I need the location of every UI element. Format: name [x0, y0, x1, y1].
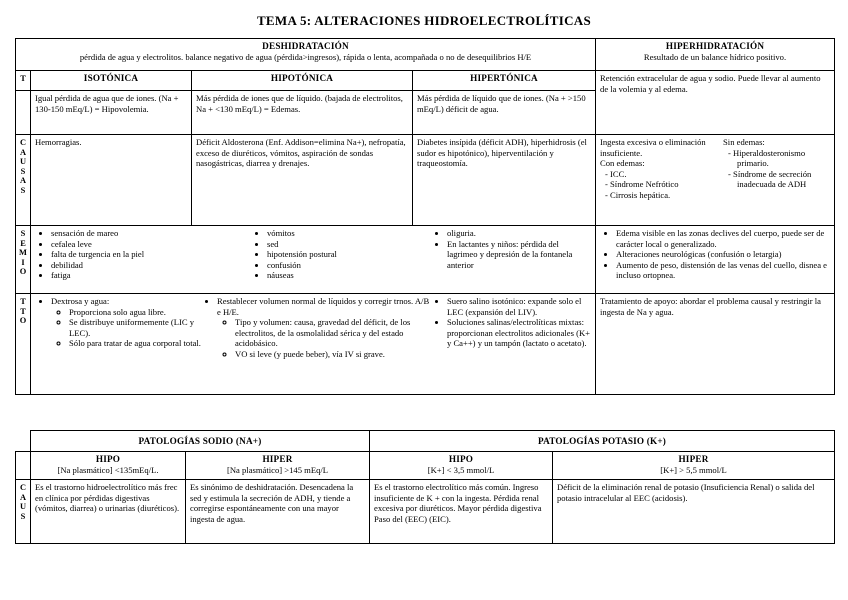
causas-hiper: Ingesta excesiva o eliminación insuficiente. Con edemas: - ICC. - Síndrome Nefrótico - Cirrosis hepática. Sin edemas: - Hiperaldosteronismo primario. - Síndrome de secreción inadecuada de ADH [596, 135, 835, 226]
potasio-hiper-header: HIPER [K+] > 5,5 mmol/L [553, 452, 835, 480]
sodio-header: PATOLOGÍAS SODIO (NA+) [31, 431, 370, 452]
list-item: - Síndrome Nefrótico [614, 179, 723, 190]
causas-sodio-hiper: Es sinónimo de deshidratación. Desencadena la sed y estimula la secreción de ADH, y tiende a corregirse espontáneamente con una mayor ingesta de agua. [186, 480, 370, 544]
list-item: • oliguria. [447, 228, 591, 239]
def-hipertonica: Más pérdida de líquido que de iones. (Na + >150 mEq/L) déficit de agua. [413, 91, 596, 135]
causas-hipotonica: Déficit Aldosterona (Enf. Addison=elimina Na+), nefropatía, exceso de diuréticos, vómitos, aspiración de sondas nasogástricas, diarrea y drenajes. [192, 135, 413, 226]
patologias-table [15, 430, 835, 544]
list-item: - Cirrosis hepática. [614, 190, 723, 201]
list-item: • fatiga [51, 270, 251, 281]
list-item: - Síndrome de secreción inadecuada de ADH [737, 169, 830, 190]
list-item: - Hiperaldosteronismo primario. [737, 148, 830, 169]
list-item: • Restablecer volumen normal de líquidos y corregir trnos. A/B e H/E. ◦ Tipo y volumen: causa, gravedad del déficit, de los electrolitos, de la osmolalidad sérica y del estado acidobásico. ◦ VO si leve (y puede beber), vía IV si grave. [217, 296, 431, 360]
causas-hipertonica: Diabetes insípida (déficit ADH), hiperhidrosis (el sudor es hipotónico), hiperventilación y traqueostomía. [413, 135, 596, 226]
type-hipertonica: HIPERTÓNICA [413, 71, 596, 91]
row-label-t: T [16, 71, 31, 91]
list-item: • Aumento de peso, distensión de las venas del cuello, disnea e incluso ortopnea. [616, 260, 830, 281]
hidroelectrolitic-table [15, 38, 835, 395]
list-item: • falta de turgencia en la piel [51, 249, 251, 260]
list-item: • confusión [267, 260, 431, 271]
deshidratacion-subtitle: pérdida de agua y electrolitos. balance negativo de agua (pérdida>ingresos), rápida o lenta, acompañada o no de desequilibrios H/E [79, 51, 532, 62]
list-item: • cefalea leve [51, 239, 251, 250]
list-item: ◦ VO si leve (y puede beber), vía IV si grave. [235, 349, 431, 360]
list-item: • Soluciones salinas/electrolíticas mixtas: proporcionan electrolitos adicionales (K+ y Ca++) y un tampón (lactato o acetato). [447, 317, 591, 349]
list-item: • debilidad [51, 260, 251, 271]
type-isotonica: ISOTÓNICA [31, 71, 192, 91]
list-item: • vómitos [267, 228, 431, 239]
tto-hiper: Tratamiento de apoyo: abordar el problema causal y restringir la ingesta de Na y agua. [596, 294, 835, 395]
tto-deshidratacion [31, 294, 596, 395]
hiper-type-desc: Retención extracelular de agua y sodio. Puede llevar al aumento de la volemia y al edema. [596, 71, 835, 135]
list-item: • náuseas [267, 270, 431, 281]
row-label-semio: S E M I O [16, 226, 31, 294]
hiperhidratacion-header [596, 39, 835, 71]
list-item: - ICC. [614, 169, 723, 180]
list-item: • Alteraciones neurológicas (confusión o letargia) [616, 249, 830, 260]
deshidratacion-heading: DESHIDRATACIÓN [262, 41, 349, 51]
def-hipotonica: Más pérdida de iones que de líquido. (bajada de electrolitos, Na + <130 mEq/L) = Edemas. [192, 91, 413, 135]
causas-potasio-hipo: Es el trastorno electrolítico más común. Ingreso insuficiente de K + con la ingesta. Pérdida renal excesiva por diuréticos. Mayor pérdida digestiva Paso del (EEC) (EIC). [370, 480, 553, 544]
sodio-hiper-header: HIPER [Na plasmático] >145 mEq/L [186, 452, 370, 480]
page-title: TEMA 5: ALTERACIONES HIDROELECTROLÍTICAS [256, 13, 592, 28]
list-item: ◦ Proporciona solo agua libre. [69, 307, 201, 318]
list-item: • Dextrosa y agua: ◦ Proporciona solo agua libre. ◦ Se distribuye uniformemente (LIC y LEC). ◦ Sólo para tratar de agua corporal total. [51, 296, 201, 349]
causas-potasio-hiper: Déficit de la eliminación renal de potasio (Insuficiencia Renal) o salida del potasio intracelular al EEC (acidosis). [553, 480, 835, 544]
hiperhidratacion-subtitle: Resultado de un balance hídrico positivo. [643, 51, 787, 62]
semio-deshidratacion [31, 226, 596, 294]
hiperhidratacion-heading: HIPERHIDRATACIÓN [665, 41, 765, 51]
semio-hiper [596, 226, 835, 294]
list-item: ◦ Se distribuye uniformemente (LIC y LEC). [69, 317, 201, 338]
list-item: • hipotensión postural [267, 249, 431, 260]
deshidratacion-header [16, 39, 596, 71]
list-item: • sed [267, 239, 431, 250]
list-item: • Suero salino isotónico: expande solo el LEC (expansión del LIV). [447, 296, 591, 317]
list-item: • Edema visible en las zonas declives del cuerpo, puede ser de carácter local o generalizado. [616, 228, 830, 249]
sodio-hipo-header: HIPO [Na plasmático] <135mEq/L. [31, 452, 186, 480]
causas-isotonica: Hemorragias. [31, 135, 192, 226]
row-label-tto: T T O [16, 294, 31, 395]
potasio-header: PATOLOGÍAS POTASIO (K+) [370, 431, 835, 452]
row-label-causas: C A U S A S [16, 135, 31, 226]
list-item: • En lactantes y niños: pérdida del lagrimeo y depresión de la fontanela anterior [447, 239, 591, 271]
row-label-causas-2: C A U S [16, 480, 31, 544]
list-item: • sensación de mareo [51, 228, 251, 239]
list-item: ◦ Tipo y volumen: causa, gravedad del déficit, de los electrolitos, de la osmolalidad sérica y del estado acidobásico. [235, 317, 431, 349]
type-hipotonica: HIPOTÓNICA [192, 71, 413, 91]
list-item: ◦ Sólo para tratar de agua corporal total. [69, 338, 201, 349]
potasio-hipo-header: HIPO [K+] < 3,5 mmol/L [370, 452, 553, 480]
causas-sodio-hipo: Es el trastorno hidroelectrolítico más frec en clínica por pérdidas digestivas (vómitos, diarrea) o urinarias (diuréticos). [31, 480, 186, 544]
def-isotonica: Igual pérdida de agua que de iones. (Na + 130-150 mEq/L) = Hipovolemia. [31, 91, 192, 135]
